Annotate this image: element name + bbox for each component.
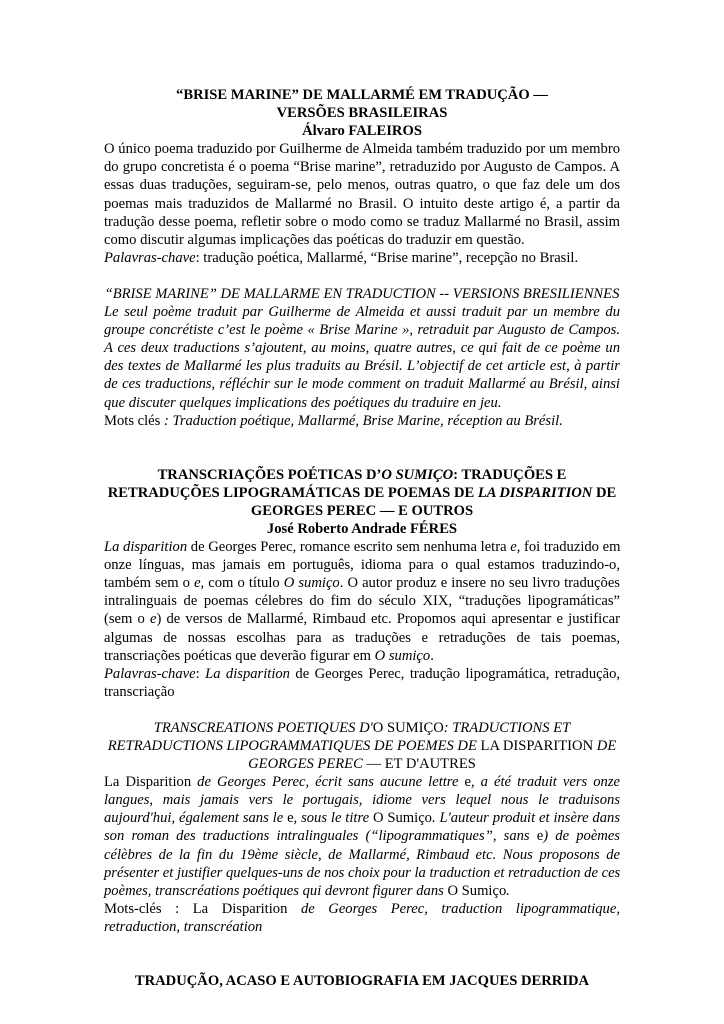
keywords-label: Mots-clés : <box>104 900 193 917</box>
article-4-abstract <box>104 773 620 900</box>
keywords-text: : tradução poética, Mallarmé, “Brise marine”, recepção no Brasil. <box>195 249 579 266</box>
abstract-line: célèbres de la fin du 19ème siècle, de Mallarmé, Rimbaud etc. Nous proposons de <box>104 846 620 863</box>
text-part: . L'auteur produit et insère dans <box>431 810 621 827</box>
abstract-line: présenter et justifier quelques-uns de nos choix pour la traduction et retraduction de ces <box>104 864 621 881</box>
title-part: : TRADUCTIONS ET <box>443 719 571 736</box>
abstract-line: onze línguas, mas jamais em português, idioma para o qual estamos traduzindo-o, <box>104 557 620 574</box>
keywords-line: retraduction, transcréation <box>104 918 263 935</box>
title-part: RETRADUÇÕES LIPOGRAMÁTICAS DE POEMAS DE <box>107 484 478 501</box>
abstract-line: que discuter quelques implications des poétiques du traduire en jeu. <box>104 394 502 411</box>
abstract-line: como discutir algumas implicações das poéticas do traduzir em questão. <box>104 231 525 248</box>
abstract-line: groupe concrétiste c’est le poème « Brise Marine », retraduit par Augusto de Campos. <box>104 322 620 339</box>
text-part: , a été traduit vers onze <box>470 774 621 791</box>
abstract-line <box>104 882 620 900</box>
article-4-title-line-3 <box>104 755 620 773</box>
text-part: de Georges Perec, traduction lipogrammatique, <box>287 900 620 917</box>
article-3-title-line-1 <box>104 466 620 484</box>
keywords-line <box>104 665 620 683</box>
abstract-line: langues, mais jamais vers le portugais, idiome vers lequel nous le traduisons <box>104 792 620 809</box>
text-part: La Disparition <box>104 774 192 791</box>
text-part: também sem o <box>104 575 195 592</box>
text-part: de Georges Perec, tradução lipogramática, retradução, <box>289 665 621 682</box>
text-part: e <box>464 774 471 791</box>
text-part: , sous le titre <box>293 810 373 827</box>
abstract-line <box>104 538 620 556</box>
abstract-line: poemas mais traduzidos de Mallarmé no Brasil. O intuito deste artigo é, a partir da <box>104 195 620 212</box>
text-part: e <box>149 611 157 628</box>
text-part: son roman des traductions intralinguales (“lipogrammatiques”, sans <box>104 828 537 845</box>
title-part: DE <box>592 484 617 501</box>
keywords-label: Palavras-chave <box>104 665 196 682</box>
article-4-keywords <box>104 900 620 936</box>
abstract-line: des textes de Mallarmé les plus traduits au Brésil. L’objectif de cet article est, à partir <box>104 358 620 375</box>
article-3-abstract <box>104 538 620 665</box>
article-3-title-line-2 <box>104 484 620 502</box>
text-part: (sem o <box>104 611 150 628</box>
article-2-title: “BRISE MARINE” DE MALLARME EN TRADUCTION -- VERSIONS BRESILIENNES <box>104 285 620 302</box>
article-4 <box>104 719 620 936</box>
abstract-line: intralinguais de poemas célebres do fim do século XIX, “traduções lipogramáticas” <box>104 593 620 610</box>
abstract-line <box>104 574 620 592</box>
title-part: LA DISPARITION <box>477 484 593 501</box>
text-part: La disparition <box>104 539 188 556</box>
text-part: . <box>430 647 434 664</box>
abstract-line: do grupo concretista é o poema “Brise marine”, retraduzido por Augusto de Campos. A <box>104 159 620 176</box>
article-1-title-line-2: VERSÕES BRASILEIRAS <box>276 105 448 122</box>
text-part: O sumiço <box>374 647 431 664</box>
text-part: , foi traduzido em <box>516 539 621 556</box>
title-part: O SUMIÇO <box>381 466 454 483</box>
text-part: de Georges Perec, écrit sans aucune lettre <box>191 774 465 791</box>
abstract-line <box>104 773 620 791</box>
keywords-text: : Traduction poétique, Mallarmé, Brise Marine, réception au Brésil. <box>160 412 563 429</box>
title-part: TRANSCRIAÇÕES POÉTICAS D’ <box>157 466 382 483</box>
article-3 <box>104 466 620 701</box>
abstract-line <box>104 647 620 665</box>
keywords-line: transcriação <box>104 683 175 700</box>
article-1-title-line-1: “BRISE MARINE” DE MALLARMÉ EM TRADUÇÃO — <box>176 87 548 103</box>
title-part: O SUMIÇO <box>372 719 444 736</box>
abstract-line <box>104 610 620 628</box>
article-3-keywords <box>104 665 620 701</box>
article-2 <box>104 285 620 430</box>
text-part: ) de poèmes <box>543 828 620 845</box>
abstract-line: O único poema traduzido por Guilherme de Almeida também traduzido por um membro <box>104 141 620 158</box>
article-3-title-line-3: GEORGES PEREC — E OUTROS <box>250 502 474 519</box>
text-part: poèmes, transcréations poétiques qui devront figurer dans <box>104 882 448 899</box>
text-part: ) de versos de Mallarmé, Rimbaud etc. Propomos aqui apresentar e justificar <box>156 611 621 628</box>
text-part: La disparition <box>205 665 290 682</box>
article-1-author: Álvaro FALEIROS <box>302 123 422 140</box>
text-part: La Disparition <box>192 900 288 917</box>
text-part: . <box>506 882 510 899</box>
text-part: . O autor produz e insere no seu livro traduções <box>339 575 620 592</box>
article-2-keywords <box>104 412 620 430</box>
title-part: LA DISPARITION <box>480 738 594 754</box>
title-part: GEORGES PEREC <box>248 756 363 773</box>
article-1-keywords <box>104 249 620 267</box>
abstract-line: algumas de nossas escolhas para as traduções e retraduções de tais poemas, <box>104 629 620 646</box>
title-part: DE <box>593 738 617 754</box>
title-part: : TRADUÇÕES E <box>453 466 567 483</box>
abstract-line: essas duas traduções, seguiram-se, pelo menos, outras quatro, o que faz dele um dos <box>104 177 620 194</box>
abstract-line <box>104 809 620 827</box>
title-part: — ET D'AUTRES <box>362 756 476 773</box>
text-part: O Sumiço <box>372 810 432 827</box>
text-part: e <box>510 539 517 556</box>
text-part: e <box>287 810 294 827</box>
keywords-label: Palavras-chave <box>104 249 196 266</box>
text-part: e <box>194 575 201 592</box>
title-part: TRANSCREATIONS POETIQUES D' <box>153 719 373 736</box>
text-part: O sumiço <box>283 575 340 592</box>
abstract-line <box>104 827 620 845</box>
abstract-line: de ces traductions, réfléchir sur le mode comment on traduit Mallarmé au Brésil, ainsi <box>104 376 620 393</box>
keywords-label: Mots clés <box>104 412 161 429</box>
article-4-title-line-1 <box>104 719 620 737</box>
article-2-abstract <box>104 303 620 412</box>
article-1 <box>104 86 620 267</box>
text-part: : <box>195 665 206 682</box>
abstract-line: A ces deux traductions s’ajoutent, au moins, quatre autres, ce qui fait de ce poème un <box>104 340 620 357</box>
text-part: de Georges Perec, romance escrito sem nenhuma letra <box>187 539 511 556</box>
abstract-line: tradução desse poema, refletir sobre o modo como se traduz Mallarmé no Brasil, assim <box>104 213 620 230</box>
article-5-title: TRADUÇÃO, ACASO E AUTOBIOGRAFIA EM JACQUES DERRIDA <box>134 973 590 990</box>
article-4-title-line-2 <box>104 737 620 755</box>
abstract-line: Le seul poème traduit par Guilherme de Almeida et aussi traduit par un membre du <box>104 304 620 321</box>
article-1-abstract <box>104 140 620 249</box>
text-part: transcriações poéticas que deverão figurar em <box>104 647 375 664</box>
text-part: aujourd'hui, également sans le <box>104 810 288 827</box>
title-part: RETRADUCTIONS LIPOGRAMMATIQUES DE POEMES DE <box>107 738 481 754</box>
document-page <box>104 86 620 990</box>
article-3-author: José Roberto Andrade FÉRES <box>266 520 458 537</box>
text-part: O Sumiço <box>447 882 507 899</box>
keywords-line <box>104 900 620 918</box>
text-part: , com o título <box>200 575 284 592</box>
text-part: e <box>536 828 544 845</box>
